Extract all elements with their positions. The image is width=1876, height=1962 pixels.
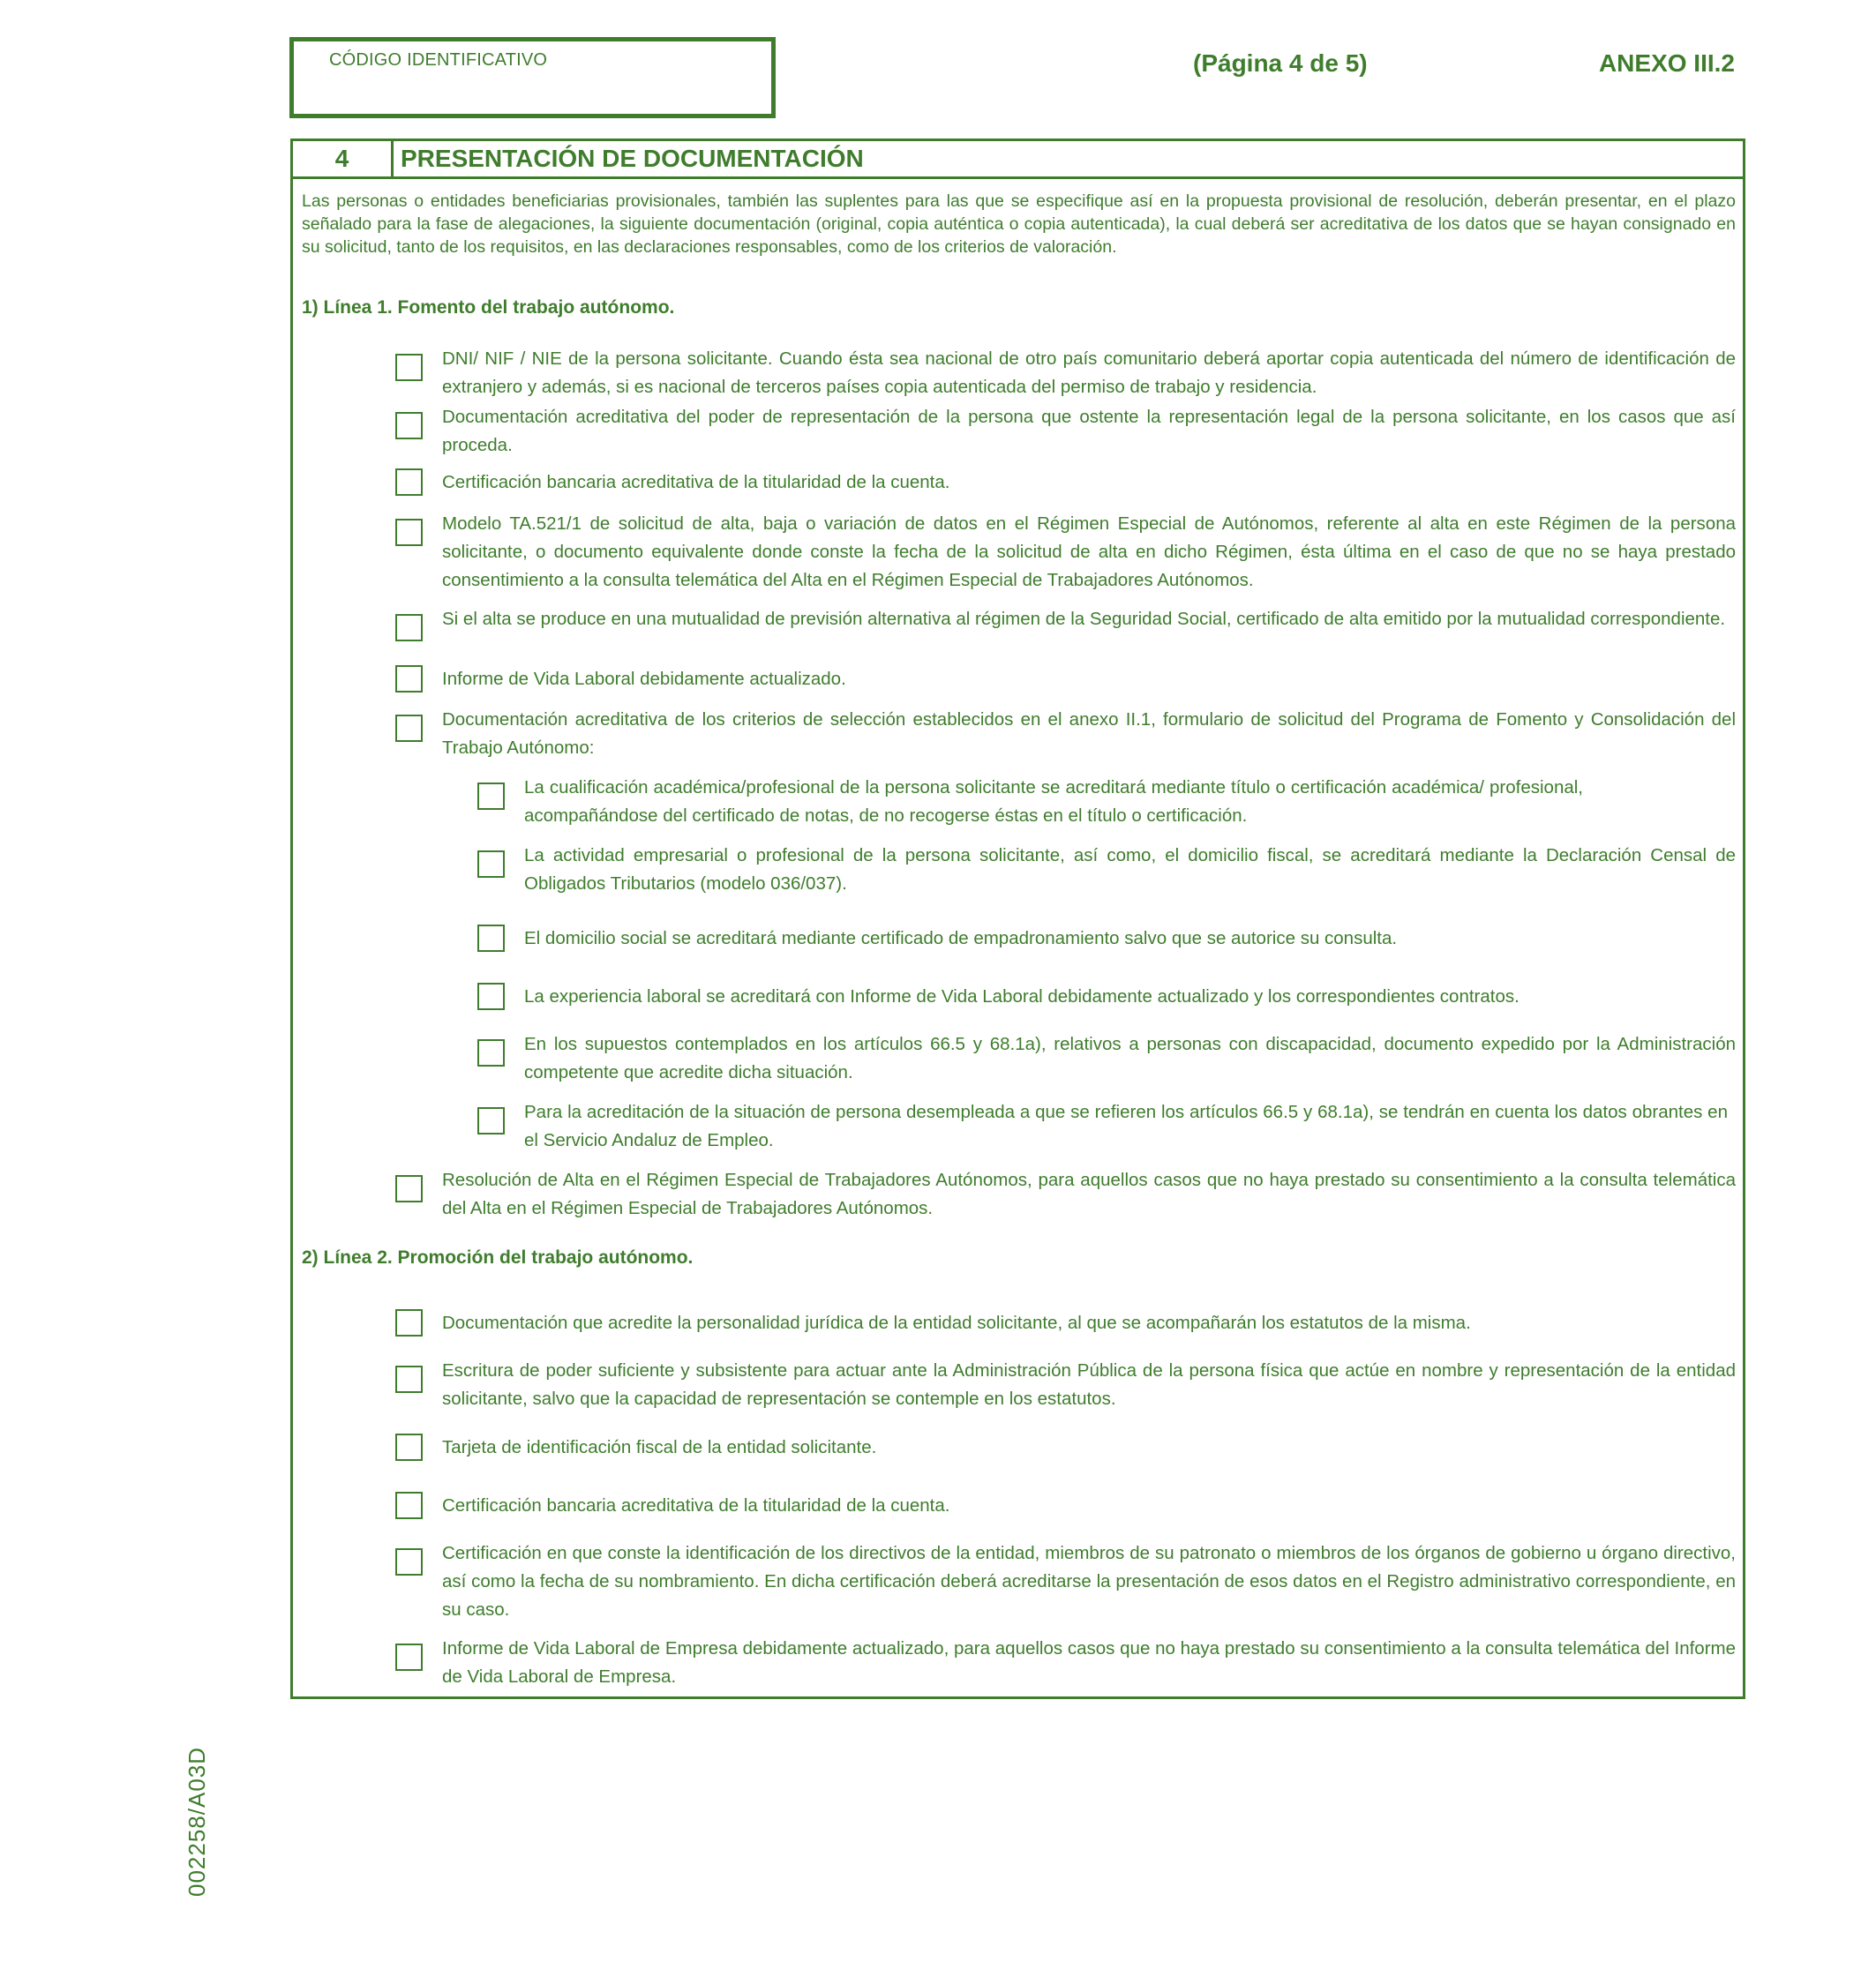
line1-item-text: DNI/ NIF / NIE de la persona solicitante. Cuando ésta sea nacional de otro país comunitario deberá aportar copia autenticada del número de identificación de extranjero y además, si es nacional de terceros países copia autenticada del permiso de trabajo y residencia.	[442, 348, 1736, 397]
line2-item-text: Certificación en que conste la identificación de los directivos de la entidad, miembros de su patronato o miembros de los órganos de gobierno u órgano directivo, así como la fecha de su nombramiento. En dicha certificación deberá acreditarse la presentación de esos datos en el Registro administrativo correspondiente, en su caso.	[442, 1543, 1736, 1620]
line2-item-text: Documentación que acredite la personalidad jurídica de la entidad solicitante, al que se acompañarán los estatutos de la misma.	[442, 1313, 1471, 1333]
checkbox[interactable]	[477, 1107, 505, 1135]
line1-item-text: Informe de Vida Laboral debidamente actualizado.	[442, 669, 846, 689]
line1-item-text: Modelo TA.521/1 de solicitud de alta, baja o variación de datos en el Régimen Especial de Autónomos, referente al alta en este Régimen de la persona solicitante, o documento equivalente donde conste la fecha de la solicitud de alta en dicho Régimen, ésta última en el caso de que no se haya prestado consentimiento a la consulta telemática del Alta en el Régimen Especial de Trabajadores Autónomos.	[442, 513, 1736, 590]
checkbox[interactable]	[477, 783, 505, 810]
line1-subitem-text: En los supuestos contemplados en los artículos 66.5 y 68.1a), relativos a personas con discapacidad, documento expedido por la Administración competente que acredite dicha situación.	[524, 1034, 1736, 1082]
line2-item	[442, 1492, 1736, 1520]
line1-subitem	[524, 774, 1583, 830]
annex-label: ANEXO III.2	[1598, 49, 1735, 77]
line2-item-text: Certificación bancaria acreditativa de la titularidad de la cuenta.	[442, 1495, 950, 1516]
line1-subitem	[524, 842, 1736, 898]
line1-item	[442, 665, 1736, 693]
line2-item-text: Tarjeta de identificación fiscal de la entidad solicitante.	[442, 1437, 877, 1457]
line2-item	[442, 1539, 1736, 1624]
line1-subitem-text: La experiencia laboral se acreditará con Informe de Vida Laboral debidamente actualizado y los correspondientes contratos.	[524, 986, 1520, 1007]
line1-item	[442, 468, 1736, 497]
line1-subitem	[524, 983, 1736, 1011]
checkbox[interactable]	[395, 1309, 423, 1337]
checkbox[interactable]	[477, 925, 505, 952]
checkbox[interactable]	[395, 665, 423, 693]
line1-item-text: Documentación acreditativa del poder de representación de la persona que ostente la representación legal de la persona solicitante, en los casos que así proceda.	[442, 407, 1736, 455]
line2-item	[442, 1635, 1736, 1691]
checkbox[interactable]	[395, 614, 423, 641]
page-number: (Página 4 de 5)	[1193, 49, 1368, 77]
line1-item	[442, 1166, 1736, 1223]
line1-subitem	[524, 1030, 1736, 1087]
checkbox[interactable]	[395, 1548, 423, 1576]
documentation-section	[290, 139, 1745, 1699]
identification-code-box[interactable]	[289, 37, 776, 118]
section-header	[293, 141, 1743, 179]
line2-item	[442, 1434, 1736, 1462]
checkbox[interactable]	[395, 354, 423, 381]
checkbox[interactable]	[395, 519, 423, 546]
checkbox[interactable]	[395, 1434, 423, 1461]
checkbox[interactable]	[395, 715, 423, 742]
section-intro: Las personas o entidades beneficiarias provisionales, también las suplentes para las que se especifique así en la propuesta provisional de resolución, deberán presentar, en el plazo señalado para la fase de alegaciones, la siguiente documentación (original, copia auténtica o copia autenticada), la cual deberá ser acreditativa de los datos que se hayan consignado en su solicitud, tanto de los requisitos, en las declaraciones responsables, como de los criterios de valoración.	[302, 191, 1736, 257]
line1-item-text: Si el alta se produce en una mutualidad de previsión alternativa al régimen de la Seguridad Social, certificado de alta emitido por la mutualidad correspondiente.	[442, 609, 1726, 629]
line1-item-text: Certificación bancaria acreditativa de la titularidad de la cuenta.	[442, 472, 950, 492]
line1-subitem-text: Para la acreditación de la situación de persona desempleada a que se refieren los artículos 66.5 y 68.1a), se tendrán en cuenta los datos obrantes en el Servicio Andaluz de Empleo.	[524, 1102, 1728, 1150]
line1-item-text: Resolución de Alta en el Régimen Especial de Trabajadores Autónomos, para aquellos casos que no haya prestado su consentimiento a la consulta telemática del Alta en el Régimen Especial de Trabajadores Autónomos.	[442, 1170, 1736, 1218]
checkbox[interactable]	[395, 468, 423, 496]
line1-subitem-text: El domicilio social se acreditará mediante certificado de empadronamiento salvo que se autorice su consulta.	[524, 928, 1398, 948]
checkbox[interactable]	[395, 1644, 423, 1671]
checkbox[interactable]	[395, 1366, 423, 1393]
section-number: 4	[293, 141, 394, 176]
line2-item-text: Escritura de poder suficiente y subsistente para actuar ante la Administración Pública de la persona física que actúe en nombre y representación de la entidad solicitante, salvo que la capacidad de representación se contemple en los estatutos.	[442, 1360, 1736, 1409]
line1-item	[442, 510, 1736, 595]
line1-item-text: Documentación acreditativa de los criterios de selección establecidos en el anexo II.1, formulario de solicitud del Programa de Fomento y Consolidación del Trabajo Autónomo:	[442, 709, 1736, 758]
code-label: CÓDIGO IDENTIFICATIVO	[329, 50, 548, 70]
line1-item	[442, 403, 1736, 460]
checkbox[interactable]	[477, 983, 505, 1010]
section-title: PRESENTACIÓN DE DOCUMENTACIÓN	[401, 145, 864, 172]
line1-subitem	[524, 925, 1736, 953]
line1-item	[442, 345, 1736, 401]
line2-item-text: Informe de Vida Laboral de Empresa debidamente actualizado, para aquellos casos que no haya prestado su consentimiento a la consulta telemática del Informe de Vida Laboral de Empresa.	[442, 1638, 1736, 1687]
line1-subitem-text: La cualificación académica/profesional de la persona solicitante se acreditará mediante título o certificación académica/ profesional, acompañándose del certificado de notas, de no recogerse éstas en el título o certificación.	[524, 777, 1583, 826]
line1-subitem-text: La actividad empresarial o profesional de la persona solicitante, así como, el domicilio fiscal, se acreditará mediante la Declaración Censal de Obligados Tributarios (modelo 036/037).	[524, 845, 1736, 894]
checkbox[interactable]	[395, 1175, 423, 1202]
checkbox[interactable]	[477, 1039, 505, 1067]
checkbox[interactable]	[477, 850, 505, 878]
checkbox[interactable]	[395, 412, 423, 439]
line2-item	[442, 1357, 1736, 1413]
line1-subitem	[524, 1098, 1728, 1155]
form-code-vertical: 002258/A03D	[184, 1746, 210, 1897]
line2-heading: 2) Línea 2. Promoción del trabajo autónomo.	[302, 1247, 694, 1268]
checkbox[interactable]	[395, 1492, 423, 1519]
line1-heading: 1) Línea 1. Fomento del trabajo autónomo.	[302, 297, 675, 318]
line1-item	[442, 706, 1736, 762]
line2-item	[442, 1309, 1736, 1337]
line1-item	[442, 605, 1736, 633]
